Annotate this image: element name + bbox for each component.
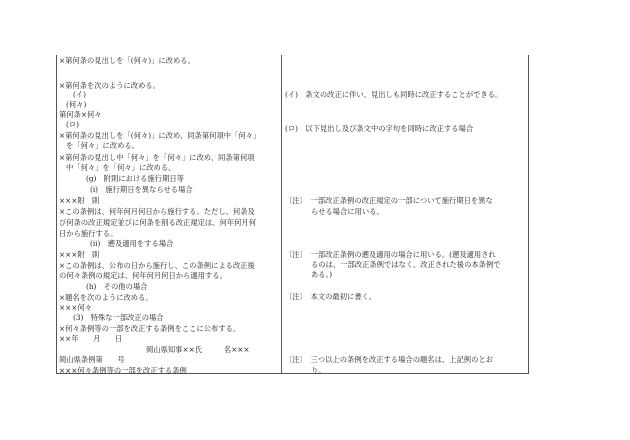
left-line: ×この条例は、何年何月何日から施行する。ただし、何条及 <box>59 207 255 216</box>
left-line: ×××何々 <box>59 303 92 312</box>
left-line: 中「何々」を「何々」に改める。 <box>66 163 176 172</box>
right-line: 〔注〕 一部改正条例の遡及適用の場合に用いる。(遡及適用され <box>285 250 496 259</box>
left-line: ×この条例は、公布の日から施行し、この条例による改正後 <box>59 261 255 270</box>
right-line: (ロ) 以下見出し及び条文中の字句を同時に改正する場合 <box>285 124 474 133</box>
left-line: (i) 施行期日を異ならせる場合 <box>90 185 193 194</box>
right-line: (イ) 条文の改正に伴い、見出しも同時に改正することができる。 <box>285 90 503 99</box>
left-line: び何条の改正規定並びに何条を削る改正規定は、何年何月何 <box>59 218 257 227</box>
left-line: (イ) <box>73 90 86 99</box>
left-line: 岡山県知事××氏 名××× <box>146 345 250 354</box>
left-line: (g) 附則における施行期日等 <box>86 174 184 183</box>
right-line: 〔注〕 本文の最初に書く。 <box>285 292 377 301</box>
left-line: ×第何条の見出しを「(何々)」に改め、同条第何項中「何々」 <box>59 131 261 140</box>
left-line: 岡山県条例第 号 <box>59 355 125 364</box>
right-line: 〔注〕 一部改正条例の改正規定の一部について施行期日を異な <box>285 196 493 205</box>
left-line: 第何条×何々 <box>59 110 102 119</box>
left-line: ×××附 則 <box>59 196 100 205</box>
right-line: り。 <box>311 366 326 375</box>
left-border <box>56 55 57 373</box>
left-line: ×何々条例等の一部を改正する条例をここに公布する。 <box>59 324 241 333</box>
right-line: るのは、一部改正条例ではなく、改正された後の本条例で <box>311 260 501 269</box>
left-line: ×題名を次のように改める。 <box>59 293 153 302</box>
left-line: ××年 月 日 <box>59 334 123 343</box>
right-line: 〔注〕 三つ以上の条例を改正する場合の題名は、上記例のとお <box>285 355 493 364</box>
right-line: ある。) <box>311 270 333 279</box>
left-line: (ii) 遡及適用をする場合 <box>90 239 174 248</box>
right-line: らせる場合に用いる。 <box>311 207 384 216</box>
left-line: を「何々」に改める。 <box>66 141 139 150</box>
left-line: ×××附 則 <box>59 250 100 259</box>
left-line: ×××何々条例等の一部を改正する条例 <box>59 366 187 375</box>
left-line: ×第何条の見出し中「何々」を「何々」に改め、同条第何項 <box>59 153 255 162</box>
column-divider <box>281 55 282 373</box>
left-line: ×第何条を次のように改める。 <box>59 81 160 90</box>
left-line: (3) 特殊な一部改正の場合 <box>73 313 164 322</box>
left-line: (h) その他の場合 <box>86 282 148 291</box>
left-line: (ロ) <box>66 120 79 129</box>
left-line: (何々) <box>66 100 87 109</box>
right-border <box>528 55 529 373</box>
left-line: の何々条例の規定は、何年何月何日から適用する。 <box>59 271 227 280</box>
left-line: ×第何条の見出しを「(何々)」に改める。 <box>59 56 195 65</box>
left-line: 日から施行する。 <box>59 229 118 238</box>
